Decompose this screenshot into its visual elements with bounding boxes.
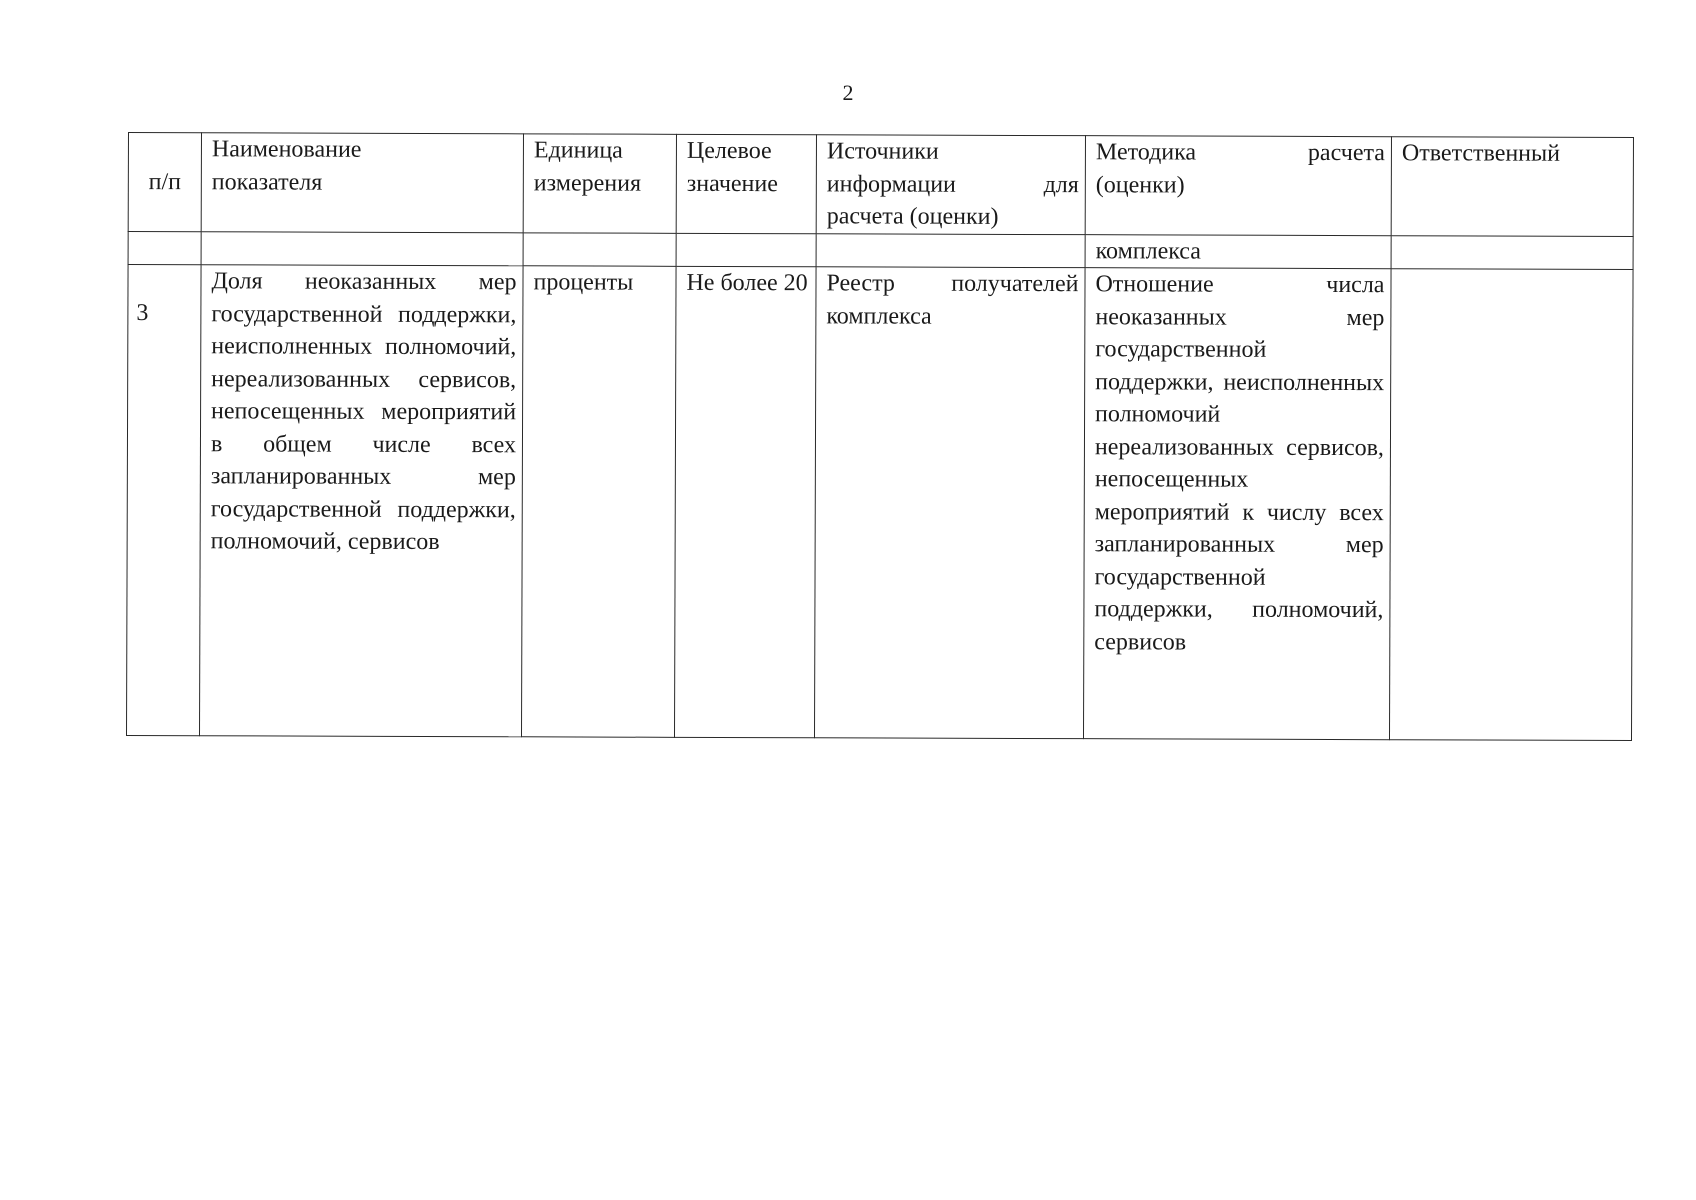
row-unit: проценты <box>521 266 676 738</box>
table-row <box>126 265 1633 741</box>
continuation-cell-unit <box>523 232 676 266</box>
header-method-line1 <box>1096 136 1385 169</box>
header-target-line2: значение <box>686 170 778 197</box>
header-num: п/п <box>128 133 201 232</box>
header-target <box>676 134 816 233</box>
continuation-cell-num <box>128 231 201 265</box>
continuation-cell-responsible <box>1391 235 1633 269</box>
header-sources <box>816 135 1085 234</box>
header-sources-line2 <box>827 168 1079 201</box>
row-target-value: Не более 20 <box>674 266 816 737</box>
continuation-cell-target <box>676 233 816 267</box>
header-method-word-calculation: расчета <box>1307 139 1385 167</box>
header-sources-word-info: информации <box>826 170 956 198</box>
header-unit-line2: измерения <box>533 169 642 197</box>
continuation-cell-name <box>201 231 523 266</box>
header-name-line1: Наименование <box>211 136 362 163</box>
header-target-line1: Целевое <box>686 137 772 165</box>
header-name <box>201 133 523 233</box>
continuation-cell-method: комплекса <box>1085 234 1391 269</box>
header-method <box>1085 136 1391 236</box>
continuation-row <box>128 231 1633 269</box>
row-information-sources: Реестр получателей комплекса <box>814 267 1085 739</box>
header-sources-line3: расчета (оценки) <box>826 203 999 230</box>
continuation-cell-sources <box>816 233 1085 267</box>
header-method-word-methodology: Методика <box>1095 139 1197 166</box>
header-responsible: Ответственный <box>1391 137 1633 236</box>
indicator-table <box>126 132 1634 741</box>
header-unit-line1: Единица <box>533 137 623 164</box>
page-number: 2 <box>842 80 854 105</box>
header-sources-word-for: для <box>1043 171 1079 198</box>
header-unit <box>523 134 676 233</box>
row-num: 3 <box>126 265 201 736</box>
row-indicator-name: Доля неоказанных мер государственной поддержки, неисполненных полномочий, нереализованных сервисов, непосещенных мероприятий в общем числе всех запланированных мер государственной поддержки, полномочий, сервисов <box>199 265 523 737</box>
header-method-line2: (оценки) <box>1095 171 1185 199</box>
header-name-line2: показателя <box>211 168 323 196</box>
row-responsible <box>1389 269 1633 741</box>
row-calculation-method: Отношение числа неоказанных мер государственной поддержки, неисполненных полномочий нереализованных сервисов, непосещенных мероприятий к числу всех запланированных мер государственной поддержки, полномочий, сервисов <box>1083 268 1391 740</box>
table-header-row <box>128 133 1633 236</box>
header-sources-line1: Источники <box>826 138 939 165</box>
